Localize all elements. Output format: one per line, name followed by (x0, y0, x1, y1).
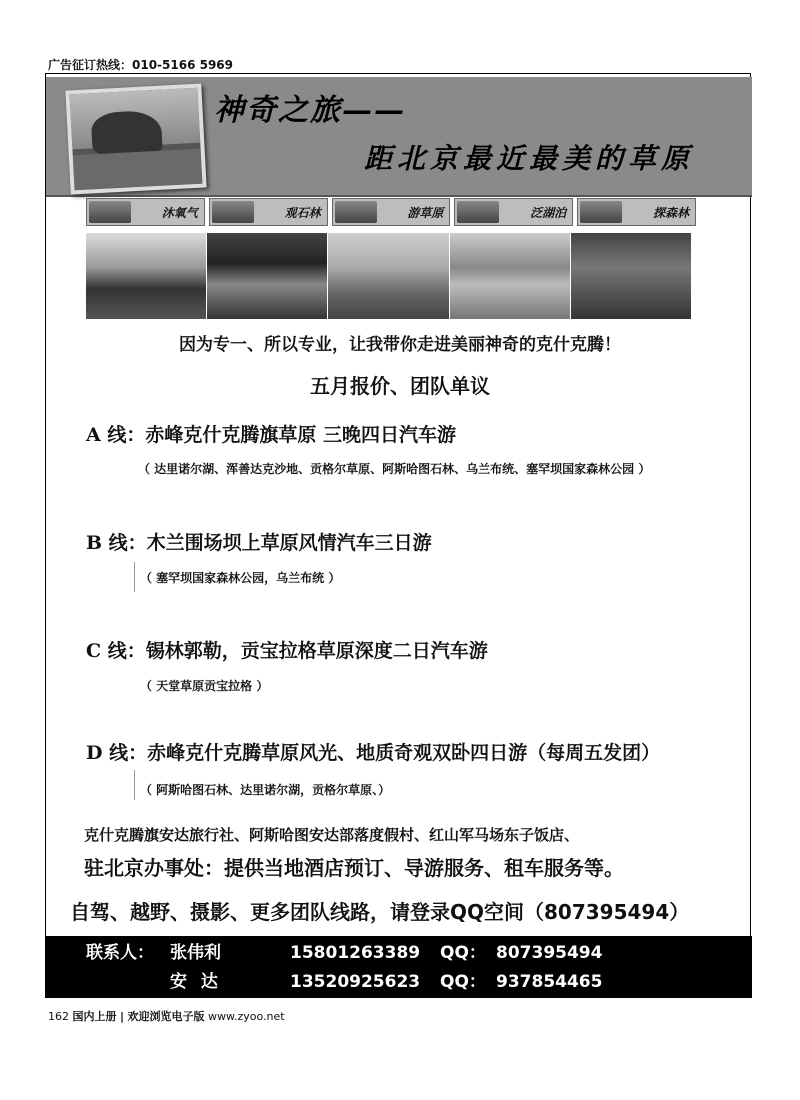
company-list: 克什克腾旗安达旅行社、阿斯哈图安达部落度假村、红山军马场东子饭店、 (84, 826, 580, 844)
contact-qq: 937854465 (496, 972, 603, 992)
tab-lake: 泛湖泊 (454, 198, 573, 226)
contact-row (46, 939, 752, 967)
footer-url[interactable]: www.zyoo.net (208, 1010, 285, 1023)
lake-photo (86, 233, 207, 319)
hills-photo (571, 233, 692, 319)
contact-name: 安 达 (170, 972, 222, 992)
route-b-detail: （ 塞罕坝国家森林公园，乌兰布统 ） (140, 571, 341, 585)
banner-title: 神奇之旅—— (214, 93, 406, 128)
tab-oxygen: 沐氧气 (86, 198, 205, 226)
contact-phone: 13520925623 (290, 972, 421, 992)
grazing-horses-photo (328, 233, 449, 319)
rock-formation-photo (65, 84, 206, 195)
rock-thumbnail (212, 201, 254, 223)
contact-label: 联系人： (86, 943, 154, 963)
tab-stone-forest: 观石林 (209, 198, 328, 226)
footer-separator: | (120, 1010, 125, 1023)
contact-qq: 807395494 (496, 943, 603, 963)
contact-box (46, 936, 752, 998)
contact-name: 张伟利 (170, 943, 221, 963)
route-c-title: C 线：锡林郭勒，贡宝拉格草原深度二日汽车游 (86, 640, 488, 662)
lake-thumbnail (457, 201, 499, 223)
ad-hotline: 广告征订热线：010-5166 5969 (48, 58, 234, 72)
tab-forest: 探森林 (577, 198, 696, 226)
route-a-title: A 线：赤峰克什克腾旗草原 三晚四日汽车游 (86, 424, 456, 446)
route-b-title: B 线：木兰围场坝上草原风情汽车三日游 (86, 532, 432, 554)
price-heading: 五月报价、团队单议 (310, 374, 490, 398)
feature-tabs (86, 198, 696, 226)
stone-forest-photo (207, 233, 328, 319)
contact-qq-label: QQ： (440, 943, 486, 963)
page-footer (48, 1008, 285, 1024)
route-d-detail: （ 阿斯哈图石林、达里诺尔湖，贡格尔草原、） (140, 783, 391, 797)
contact-row (46, 968, 752, 996)
beijing-office: 驻北京办事处：提供当地酒店预订、导游服务、租车服务等。 (84, 856, 624, 880)
route-a-detail: （ 达里诺尔湖、浑善达克沙地、贡格尔草原、阿斯哈图石林、乌兰布统、塞罕坝国家森林公园 ） (138, 462, 651, 476)
route-d-title: D 线：赤峰克什克腾草原风光、地质奇观双卧四日游（每周五发团） (86, 742, 661, 764)
selfdrive-note: 自驾、越野、摄影、更多团队线路，请登录QQ空间（807395494） (70, 900, 690, 924)
route-d-divider (134, 770, 135, 800)
banner-subtitle: 距北京最近最美的草原 (364, 142, 695, 175)
route-b-divider (134, 562, 135, 592)
title-banner (46, 77, 752, 197)
route-c-detail: （ 天堂草原贡宝拉格 ） (140, 679, 269, 693)
contact-phone: 15801263389 (290, 943, 421, 963)
scenery-photo-strip (86, 233, 692, 319)
footer-tagline: 欢迎浏览电子版 (127, 1010, 205, 1023)
sky-thumbnail (89, 201, 131, 223)
grass-thumbnail (335, 201, 377, 223)
swan-photo (450, 233, 571, 319)
page-number: 162 (48, 1010, 69, 1023)
forest-thumbnail (580, 201, 622, 223)
slogan: 因为专一、所以专业，让我带你走进美丽神奇的克什克腾！ (179, 335, 621, 355)
contact-qq-label: QQ： (440, 972, 486, 992)
tab-grassland: 游草原 (332, 198, 451, 226)
section-name: 国内上册 (72, 1010, 117, 1023)
